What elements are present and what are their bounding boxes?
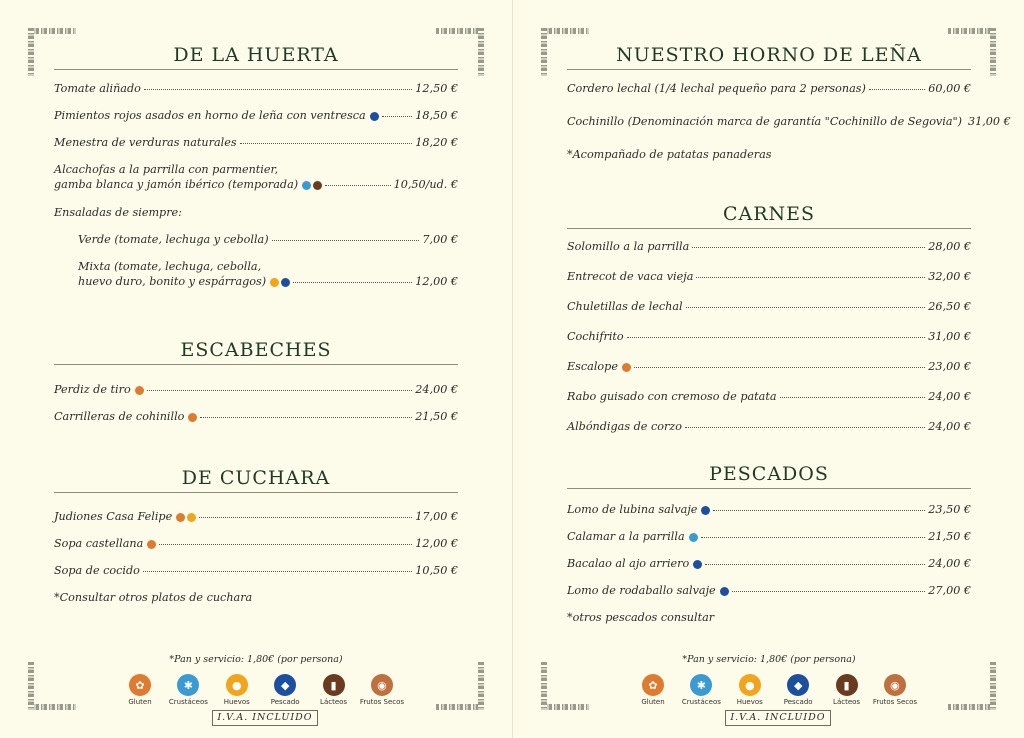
- menu-item: [78, 233, 458, 246]
- item-price: 60,00 €: [928, 82, 971, 95]
- item-name: Rabo guisado con cremoso de patata: [567, 390, 777, 403]
- item-name: Sopa castellana: [54, 537, 144, 550]
- menu-item: [54, 136, 458, 149]
- dairy-icon: ▮: [323, 674, 345, 696]
- menu-item: [567, 420, 971, 433]
- corner-ornament: [948, 662, 996, 710]
- item-name: Calamar a la parrilla: [567, 530, 685, 543]
- item-name-line1: Mixta (tomate, lechuga, cebolla,: [78, 260, 262, 273]
- menu-item: [567, 584, 971, 597]
- gluten-icon: [176, 513, 185, 522]
- menu-item: [54, 410, 458, 423]
- eggs-icon: ●: [226, 674, 248, 696]
- menu-item: [567, 300, 971, 313]
- item-name: Cochifrito: [567, 330, 624, 343]
- crustacean-icon: ✱: [177, 674, 199, 696]
- eggs-icon: ●: [739, 674, 761, 696]
- item-price: 24,00 €: [415, 383, 458, 396]
- item-price: 24,00 €: [928, 557, 971, 570]
- item-price: 23,00 €: [928, 360, 971, 373]
- menu-item: [567, 390, 971, 403]
- item-price: 17,00 €: [415, 510, 458, 523]
- menu-page-right: [512, 0, 1024, 738]
- item-price: 24,00 €: [928, 420, 971, 433]
- nuts-icon: ◉: [884, 674, 906, 696]
- fish-icon: ◆: [787, 674, 809, 696]
- item-name: Tomate aliñado: [54, 82, 141, 95]
- item-name: Menestra de verduras naturales: [54, 136, 237, 149]
- legend-label: Crustáceos: [168, 698, 208, 706]
- menu-item: [567, 270, 971, 283]
- legend-label: Huevos: [223, 698, 250, 706]
- item-name-line1: Alcachofas a la parrilla con parmentier,: [54, 163, 279, 176]
- section-title-pescados: PESCADOS: [567, 463, 971, 489]
- item-price: 26,50 €: [928, 300, 971, 313]
- legend-label: Gluten: [641, 698, 665, 706]
- item-price: 21,50 €: [928, 530, 971, 543]
- section-title-carnes: CARNES: [567, 203, 971, 229]
- item-price: 7,00 €: [422, 233, 458, 246]
- legend-label: Crustáceos: [681, 698, 721, 706]
- salads-heading: Ensaladas de siempre:: [54, 206, 182, 219]
- note-pescados: *otros pescados consultar: [567, 611, 715, 624]
- item-price: 12,50 €: [415, 82, 458, 95]
- item-name: Albóndigas de corzo: [567, 420, 682, 433]
- item-name: Lomo de lubina salvaje: [567, 503, 698, 516]
- gluten-icon: ✿: [129, 674, 151, 696]
- legend-label: Gluten: [128, 698, 152, 706]
- item-price: 31,00 €: [968, 115, 1011, 128]
- item-price: 12,00 €: [415, 275, 458, 288]
- menu-item: [567, 330, 971, 343]
- fish-icon: ◆: [274, 674, 296, 696]
- item-price: 31,00 €: [928, 330, 971, 343]
- item-price: 24,00 €: [928, 390, 971, 403]
- legend-label: Frutos Secos: [359, 698, 405, 706]
- note-cuchara: *Consultar otros platos de cuchara: [54, 591, 253, 604]
- section-title-cuchara: DE CUCHARA: [54, 467, 458, 493]
- crustacean-icon: ✱: [690, 674, 712, 696]
- menu-item: [54, 510, 458, 523]
- gluten-icon: ✿: [642, 674, 664, 696]
- menu-item: [567, 82, 971, 95]
- menu-item: [54, 82, 458, 95]
- crustacean-icon: [689, 533, 698, 542]
- corner-ornament: [28, 662, 76, 710]
- gluten-icon: [622, 363, 631, 372]
- item-name: Cordero lechal (1/4 lechal pequeño para 2 personas): [567, 82, 866, 95]
- menu-item: [567, 360, 971, 373]
- item-name: Perdiz de tiro: [54, 383, 131, 396]
- iva-included-label: I.V.A. INCLUIDO: [725, 710, 831, 726]
- item-name-line2: gamba blanca y jamón ibérico (temporada): [54, 178, 299, 191]
- corner-ornament: [436, 662, 484, 710]
- item-name: Cochinillo (Denominación marca de garantía "Cochinillo de Segovia"): [567, 115, 963, 128]
- item-price: 28,00 €: [928, 240, 971, 253]
- legend-label: Lácteos: [833, 698, 861, 706]
- item-price: 10,50/ud. €: [393, 178, 458, 191]
- fish-icon: [370, 112, 379, 121]
- item-price: 18,50 €: [415, 109, 458, 122]
- gluten-icon: [188, 413, 197, 422]
- allergen-legend: [116, 674, 406, 706]
- legend-label: Pescado: [270, 698, 300, 706]
- legend-label: Frutos Secos: [872, 698, 918, 706]
- corner-ornament: [541, 662, 589, 710]
- menu-item: [54, 178, 458, 191]
- menu-item: [54, 564, 458, 577]
- item-name-line2: huevo duro, bonito y espárragos): [78, 275, 267, 288]
- fish-icon: [701, 506, 710, 515]
- crustacean-icon: [302, 181, 311, 190]
- item-name: Carrilleras de cohinillo: [54, 410, 185, 423]
- allergen-legend: [629, 674, 919, 706]
- item-name: Escalope: [567, 360, 618, 373]
- item-name: Chuletillas de lechal: [567, 300, 683, 313]
- fish-icon: [720, 587, 729, 596]
- item-name: Solomillo a la parrilla: [567, 240, 690, 253]
- fish-icon: [281, 278, 290, 287]
- item-price: 23,50 €: [928, 503, 971, 516]
- gluten-icon: [147, 540, 156, 549]
- item-name: Entrecot de vaca vieja: [567, 270, 694, 283]
- legend-label: Huevos: [736, 698, 763, 706]
- menu-item: [567, 115, 1011, 128]
- item-price: 10,50 €: [415, 564, 458, 577]
- menu-item: [567, 530, 971, 543]
- menu-item: [567, 557, 971, 570]
- nuts-icon: ◉: [371, 674, 393, 696]
- legend-label: Pescado: [783, 698, 813, 706]
- item-name: Pimientos rojos asados en horno de leña con ventresca: [54, 109, 366, 122]
- item-name: Lomo de rodaballo salvaje: [567, 584, 716, 597]
- bread-service-note: *Pan y servicio: 1,80€ (por persona): [169, 654, 343, 665]
- item-price: 18,20 €: [415, 136, 458, 149]
- dairy-icon: ▮: [836, 674, 858, 696]
- item-name: Judiones Casa Felipe: [54, 510, 173, 523]
- item-price: 21,50 €: [415, 410, 458, 423]
- menu-item: [54, 537, 458, 550]
- menu-item: [567, 240, 971, 253]
- iva-included-label: I.V.A. INCLUIDO: [212, 710, 318, 726]
- bread-service-note: *Pan y servicio: 1,80€ (por persona): [682, 654, 856, 665]
- gluten-icon: [135, 386, 144, 395]
- legend-label: Lácteos: [320, 698, 348, 706]
- menu-item: [78, 275, 458, 288]
- section-title-huerta: DE LA HUERTA: [54, 44, 458, 70]
- section-title-escabeches: ESCABECHES: [54, 339, 458, 365]
- item-price: 12,00 €: [415, 537, 458, 550]
- item-name: Sopa de cocido: [54, 564, 140, 577]
- item-name: Verde (tomate, lechuga y cebolla): [78, 233, 269, 246]
- menu-item: [567, 503, 971, 516]
- item-price: 27,00 €: [928, 584, 971, 597]
- eggs-icon: [270, 278, 279, 287]
- fish-icon: [693, 560, 702, 569]
- note-horno: *Acompañado de patatas panaderas: [567, 148, 772, 161]
- dairy-icon: [313, 181, 322, 190]
- eggs-icon: [187, 513, 196, 522]
- item-price: 32,00 €: [928, 270, 971, 283]
- menu-item: [54, 109, 458, 122]
- section-title-horno: NUESTRO HORNO DE LEÑA: [567, 44, 971, 70]
- menu-item: [54, 383, 458, 396]
- item-name: Bacalao al ajo arriero: [567, 557, 690, 570]
